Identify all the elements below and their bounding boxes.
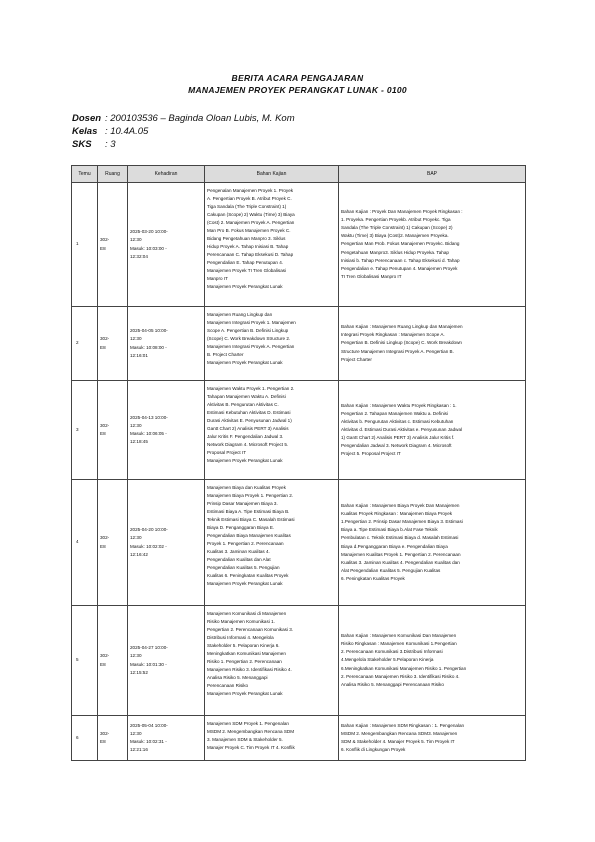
bap-cell-line: Waktu (Time) 3) Biaya (Cost)2. Manajemen Proyeka. — [341, 233, 449, 239]
bap-cell-line: 2. Perencanaan Komunikasi 3.Distribusi Informasi — [341, 649, 443, 655]
bahan-kajian-cell-line: Hidup Proyek A. Tahap Inisiasi B. Tahap — [207, 244, 289, 250]
bahan-kajian-cell-line: Manajemen SDM Proyek 1. Pengenalan — [207, 721, 289, 726]
bahan-kajian-cell-line: Pengendalian Kualitas 5. Pengujian — [207, 565, 280, 571]
bahan-kajian-cell-line: Stakeholder 5. Pelaporan Kinerja 6. — [207, 643, 280, 649]
bap-cell-line: 4.Mengelola Stakeholder 5.Pelaporan Kinerja — [341, 657, 434, 663]
kehadiran-cell-line: 12:30 — [130, 422, 142, 428]
table-row — [72, 307, 526, 381]
ruang-cell-line: E8 — [100, 431, 106, 436]
bahan-kajian-cell-line: Manajemen Risiko 3. Identifikasi Risiko 4. — [207, 667, 292, 673]
bahan-kajian-cell-line: Network Diagram 4. Microsoft Project 5. — [207, 442, 289, 448]
ruang-cell-line: E8 — [100, 739, 106, 744]
bahan-kajian-cell-line: Man Pro B. Fokus Manajemen Proyek C. — [207, 228, 291, 234]
bahan-kajian-cell-line: Pengendalian Kualitas dan Alat — [207, 557, 271, 563]
document-title: BERITA ACARA PENGAJARAN — [231, 73, 364, 83]
bap-cell-line: Project 5. Proposal Project IT — [341, 451, 401, 457]
ruang-cell-line: 302- — [100, 422, 110, 428]
temu-cell: 3 — [72, 381, 98, 480]
bahan-kajian-cell-line: Teknik Estimasi Biaya C. Masalah Estimasi — [207, 517, 295, 523]
kehadiran-cell — [128, 480, 205, 606]
table-body — [72, 183, 526, 761]
kelas-row — [72, 126, 148, 137]
ruang-cell-line: 302- — [100, 336, 110, 342]
bahan-kajian-cell-line: Manajemen Proyek Perangkat Lunak — [207, 691, 283, 697]
bap-cell-line: MSDM 2. Mengembangkan Rencana SDM3. Manajemen — [341, 730, 458, 736]
kehadiran-cell-line: 12:30 — [130, 653, 142, 659]
kehadiran-cell-line: 2025-04-05 10:00- — [130, 328, 168, 334]
ruang-cell-line: 302- — [100, 653, 110, 659]
ruang-cell — [98, 480, 128, 606]
kehadiran-cell-line: Masuk: 10:02:02 - — [130, 543, 167, 549]
bahan-kajian-cell-line: Manajemen Proyek TI Tren Globalisasi — [207, 268, 287, 274]
kehadiran-cell-line: 12:30 — [130, 535, 142, 541]
bahan-kajian-cell-line: Perencanaan Risiko — [207, 683, 249, 689]
ruang-cell — [98, 381, 128, 480]
bap-cell-line: Pengertian Man Prob. Fokus Manajemen Proyekc. Bidang — [341, 241, 460, 247]
kehadiran-cell-line: Masuk: 10:03:00 - — [130, 245, 167, 251]
bap-cell-line: 2. Perencanaan Manajemen Risiko 3. Identifikasi Risiko 4. — [341, 673, 460, 679]
bahan-kajian-cell-line: Risiko 1. Pengertian 2. Perencanaan — [207, 659, 282, 665]
bahan-kajian-cell-line: Distribusi Informasi 4. Mengelola — [207, 635, 274, 641]
temu-cell: 2 — [72, 307, 98, 381]
bahan-kajian-cell-line: Manajemen Proyek Perangkat Lunak — [207, 458, 283, 464]
kehadiran-cell — [128, 183, 205, 307]
table-row — [72, 606, 526, 716]
kehadiran-cell-line: 2025-04-13 10:00- — [130, 414, 168, 420]
bahan-kajian-cell-line: Manajemen Proyek Perangkat Lunak — [207, 360, 283, 366]
bap-cell-line: Bahan Kajian : Manajemen Waktu Proyek Ringkasan : 1. — [341, 402, 457, 408]
bahan-kajian-cell-line: Prinsip Dasar Manajemen Biaya 3. — [207, 501, 278, 507]
bap-cell-line: Structure Manajemen Integrasi Proyek A. Pengertian B. — [341, 348, 454, 354]
bap-cell-line: Risiko Ringkasan : Manajemen Komunikasi 1.Pengertian — [341, 641, 457, 647]
bahan-kajian-cell-line: Pengertian 2. Perencanaan Komunikasi 3. — [207, 627, 294, 633]
kehadiran-cell-line: Masuk: 10:01:30 - — [130, 661, 167, 667]
bap-cell-line: 1.Pengertian 2. Prinsip Dasar Manajemen Biaya 3. Estimasi — [341, 519, 463, 525]
bap-cell-line: Sandala (The Triple Constraint) 1) Cakupan (Scope) 2) — [341, 225, 453, 231]
table-row — [72, 381, 526, 480]
bap-cell-line: SDM & Stakeholder 4. Manajer Proyek 5. Tim Proyek IT — [341, 739, 455, 744]
bap-cell-line: Inisiasi b. Tahap Perencanaan c. Tahap Eksekusi d. Tahap — [341, 257, 460, 263]
bap-cell-line: Pengertian B. Definisi Lingkup (Scope) C. Work Breakdown — [341, 340, 462, 346]
bap-cell — [339, 183, 526, 307]
ruang-cell-line: E8 — [100, 245, 106, 251]
temu-cell: 4 — [72, 480, 98, 606]
bahan-kajian-cell-line: Jalur Kritis F. Pengendalian Jadwal 3. — [207, 434, 284, 440]
ruang-cell — [98, 606, 128, 716]
bahan-kajian-cell-line: MSDM 2. Mengembangkan Rencana SDM — [207, 729, 295, 735]
bap-cell-line: Pembulatan c. Teknik Estimasi Biaya d. Masalah Estimasi — [341, 535, 459, 541]
bahan-kajian-cell-line: Manpro IT — [207, 276, 228, 282]
bahan-kajian-cell-line: Tiga Sandala (The Triple Constraint) 1) — [207, 204, 287, 210]
bahan-kajian-cell-line: Manajemen Proyek Perangkat Lunak — [207, 284, 283, 290]
bahan-kajian-cell-line: Analisa Risiko 5. Menanggapi — [207, 675, 268, 681]
kehadiran-cell-line: 2025-03-20 10:00- — [130, 229, 168, 235]
header-bahan-kajian: Bahan Kajian — [205, 166, 339, 183]
bap-cell-line: Bahan Kajian : Manajemen SDM Ringkasan : 1. Pengenalan — [341, 722, 465, 728]
bahan-kajian-cell-line: Bidang Pengetahuan Manpro 3. Siklus — [207, 236, 286, 242]
bap-cell-line: Bahan Kajian : Proyek Dan Manajemen Proyek Ringkasan : — [341, 209, 463, 215]
bap-cell-line: TI Tren Globalisasi Manpro IT — [341, 273, 402, 279]
bap-cell — [339, 381, 526, 480]
bap-cell-line: Alat Pengendalian Kualitas 5. Pengujian Kualitas — [341, 567, 441, 573]
ruang-cell-line: 302- — [100, 535, 110, 541]
kehadiran-cell-line: Masuk: 10:02:31 - — [130, 739, 167, 744]
kehadiran-cell-line: 12:21:16 — [130, 747, 148, 753]
header-bap: BAP — [339, 166, 526, 183]
temu-cell: 5 — [72, 606, 98, 716]
kehadiran-cell-line: 12:32:04 — [130, 253, 148, 259]
bap-cell-line: Analisa Risiko 5. Menanggapi Perencanaan Risiko — [341, 681, 444, 687]
attendance-table — [71, 165, 526, 761]
dosen-value: : 200103536 – Baginda Oloan Lubis, M. Kom — [105, 113, 295, 124]
bahan-kajian-cell-line: Manajemen Ruang Lingkup dan — [207, 312, 273, 317]
bap-cell-line: Pengendalian Jadwal 3. Network Diagram 4. Microsoft — [341, 443, 452, 449]
bahan-kajian-cell — [205, 381, 339, 480]
kehadiran-cell-line: 12:30 — [130, 730, 142, 736]
bahan-kajian-cell-line: Pengendalian E. Tahap Penutupan 4. — [207, 260, 284, 266]
bap-cell-line: Pengetahuan Manpro3. Siklus Hidup Proyeka. Tahap — [341, 249, 449, 255]
sks-label: SKS — [72, 139, 92, 150]
ruang-cell — [98, 716, 128, 761]
bahan-kajian-cell-line: Estimasi Kebutuhan Aktivitas D. Estimasi — [207, 410, 291, 416]
bap-cell — [339, 480, 526, 606]
temu-cell: 1 — [72, 183, 98, 307]
bahan-kajian-cell-line: (Scope) C. Work Breakdown Structure 2. — [207, 336, 291, 342]
ruang-cell-line: E8 — [100, 344, 106, 350]
bahan-kajian-cell-line: Aktivitas B. Pengurutan Aktivitas C. — [207, 402, 279, 408]
bahan-kajian-cell-line: Manajemen Integrasi Proyek A. Pengertian — [207, 344, 295, 350]
kelas-value: : 10.4A.05 — [105, 126, 149, 137]
bahan-kajian-cell-line: Manajemen Biaya dan Kualitas Proyek — [207, 485, 286, 490]
bap-cell-line: Aktivitas d. Estimasi Durasi Aktivitas e. Penyusunan Jadwal — [341, 426, 463, 432]
kehadiran-cell-line: 2025-04-20 10:00- — [130, 527, 168, 533]
bahan-kajian-cell-line: Pengendalian Biaya Manajemen Kualitas — [207, 533, 291, 539]
bahan-kajian-cell-line: Durasi Aktivitas E. Penyusunan Jadwal 1) — [207, 418, 292, 424]
kehadiran-cell — [128, 716, 205, 761]
bahan-kajian-cell-line: Proposal Project IT — [207, 450, 247, 456]
bahan-kajian-cell-line: Manajemen Komunikasi di Manajemen — [207, 611, 287, 616]
bap-cell-line: Aktivitas b. Pengurutan Aktivitas c. Estimasi Kebutuhan — [341, 418, 454, 424]
bahan-kajian-cell — [205, 183, 339, 307]
bahan-kajian-cell-line: Kualitas 6. Peningkatan Kualitas Proyek — [207, 573, 289, 579]
bap-cell-line: Pengendalian e. Tahap Penutupan 4. Manajemen Proyek — [341, 265, 458, 271]
bahan-kajian-cell-line: Estimasi Biaya A. Tipe Estimasi Biaya B. — [207, 509, 290, 515]
bahan-kajian-cell-line: Cakupan (Scope) 2) Waktu (Time) 3) Biaya — [207, 212, 295, 218]
bahan-kajian-cell-line: Manajemen Integrasi Proyek 1. Manajemen — [207, 320, 296, 326]
bap-cell-line: 6. Konflik di Lingkungan Proyek — [341, 747, 406, 753]
bahan-kajian-cell-line: A. Pengertian Proyek B. Atribut Proyek C. — [207, 196, 292, 202]
bahan-kajian-cell — [205, 606, 339, 716]
ruang-cell-line: 302- — [100, 730, 110, 736]
bap-cell — [339, 307, 526, 381]
bap-cell-line: Integrasi Proyek Ringkasan : Manajemen Scope A. — [341, 332, 445, 338]
ruang-cell-line: 302- — [100, 237, 110, 243]
bap-cell-line: 6. Peningkatan Kualitas Proyek — [341, 575, 405, 581]
table-header-row — [72, 166, 526, 183]
bahan-kajian-cell-line: Risiko Manajemen Komunikasi 1. — [207, 619, 275, 625]
bahan-kajian-cell-line: Biaya D. Penganggaran Biaya E. — [207, 525, 275, 531]
dosen-row — [72, 113, 295, 124]
kelas-label: Kelas — [72, 126, 98, 137]
bap-cell-line: 1. Proyeka. Pengertian Proyekb. Atribut Proyekc. Tiga — [341, 217, 451, 223]
table-row — [72, 716, 526, 761]
ruang-cell — [98, 307, 128, 381]
bahan-kajian-cell — [205, 716, 339, 761]
dosen-label: Dosen — [72, 113, 102, 124]
bahan-kajian-cell-line: (Cost) 2. Manajemen Proyek A. Pengertian — [207, 220, 295, 226]
ruang-cell-line: E8 — [100, 661, 106, 667]
kehadiran-cell-line: 12:30 — [130, 237, 142, 243]
table-row — [72, 183, 526, 307]
bahan-kajian-cell-line: Manajemen Proyek Perangkat Lunak — [207, 581, 283, 587]
table-row — [72, 480, 526, 606]
kehadiran-cell-line: Masuk: 10:06:05 - — [130, 431, 167, 436]
bap-cell — [339, 606, 526, 716]
bap-cell-line: Pengertian 2. Tahapan Manajemen Waktu a. Definisi — [341, 410, 448, 416]
kehadiran-cell-line: Masuk: 10:08:00 - — [130, 344, 167, 350]
header-kehadiran: Kehadiran — [128, 166, 205, 183]
bap-cell-line: Bahan Kajian : Manajemen Ruang Lingkup dan Manajemen — [341, 324, 463, 330]
header-temu: Temu — [72, 166, 98, 183]
bahan-kajian-cell-line: B. Project Charter — [207, 352, 244, 358]
bap-cell-line: Bahan Kajian : Manajemen Komunikasi Dan Manajemen — [341, 633, 457, 639]
bahan-kajian-cell-line: Tahapan Manajemen Waktu A. Definisi — [207, 394, 286, 400]
bahan-kajian-cell-line: Manajemen Biaya Proyek 1. Pengertian 2. — [207, 493, 294, 499]
bap-cell-line: Kualitas Proyek Ringkasan : Manajemen Biaya Proyek — [341, 511, 453, 517]
kehadiran-cell — [128, 307, 205, 381]
bahan-kajian-cell-line: 3. Manajemen SDM & Stakeholder 5. — [207, 737, 283, 743]
ruang-cell-line: E8 — [100, 543, 106, 549]
ruang-cell — [98, 183, 128, 307]
kehadiran-cell-line: 12:18:45 — [130, 439, 148, 445]
bahan-kajian-cell-line: Proyek 1. Pengertian 2. Perencanaan — [207, 541, 284, 547]
bahan-kajian-cell — [205, 480, 339, 606]
bahan-kajian-cell-line: Scope A. Pengertian B. Definisi Lingkup — [207, 328, 289, 334]
kehadiran-cell — [128, 381, 205, 480]
kehadiran-cell-line: 2025-04-27 10:00- — [130, 645, 168, 651]
kehadiran-cell — [128, 606, 205, 716]
kehadiran-cell-line: 12:15:52 — [130, 669, 148, 675]
bap-cell-line: Kualitas 3. Jaminan Kualitas 4. Pengendalian Kualitas dan — [341, 559, 460, 565]
bahan-kajian-cell-line: Meningkatkan Komunikasi Manajemen — [207, 651, 286, 657]
kehadiran-cell-line: 2025-05-04 10:00- — [130, 722, 168, 728]
bahan-kajian-cell-line: Pengenalan Manajemen Proyek 1. Proyek — [207, 188, 294, 193]
bap-cell-line: 6.Meningkatkan Komunikasi Manajemen Risiko 1. Pengertian — [341, 665, 467, 671]
bap-cell-line: Biaya d.Penganggaran Biaya e. Pengendalian Biaya — [341, 543, 448, 549]
bahan-kajian-cell-line: Perencanaan C. Tahap Eksekusi D. Tahap — [207, 252, 294, 258]
kehadiran-cell-line: 12:16:42 — [130, 551, 148, 557]
bap-cell-line: 1) Gantt Chart 2) Analisis PERT 3) Analisis Jalur Kritis f. — [341, 435, 455, 441]
bap-cell — [339, 716, 526, 761]
bap-cell-line: Biaya a. Tipe Estimasi Biaya b.Alat Fase Teknik — [341, 527, 438, 533]
bap-cell-line: Project Charter — [341, 356, 372, 362]
bahan-kajian-cell-line: Kualitas 3. Jaminan Kualitas 4. — [207, 549, 270, 555]
bahan-kajian-cell-line: Manajer Proyek C. Tim Proyek IT 4. Konflik — [207, 745, 295, 751]
kehadiran-cell-line: 12:16:01 — [130, 352, 148, 358]
temu-cell: 6 — [72, 716, 98, 761]
kehadiran-cell-line: 12:30 — [130, 336, 142, 342]
bahan-kajian-cell-line: Gantt Chart 2) Analisis PERT 3) Analisis — [207, 426, 289, 432]
sks-row — [72, 139, 116, 150]
course-title: MANAJEMEN PROYEK PERANGKAT LUNAK - 0100 — [188, 85, 407, 95]
bahan-kajian-cell — [205, 307, 339, 381]
bahan-kajian-cell-line: Manajemen Waktu Proyek 1. Pengertian 2. — [207, 386, 295, 391]
sks-value: : 3 — [105, 139, 116, 150]
bap-cell-line: Manajemen Kualitas Proyek 1. Pengertian 2. Perencanaan — [341, 551, 461, 557]
bap-cell-line: Bahan Kajian : Manajemen Biaya Proyek Dan Manajemen — [341, 503, 460, 509]
header-ruang: Ruang — [98, 166, 128, 183]
